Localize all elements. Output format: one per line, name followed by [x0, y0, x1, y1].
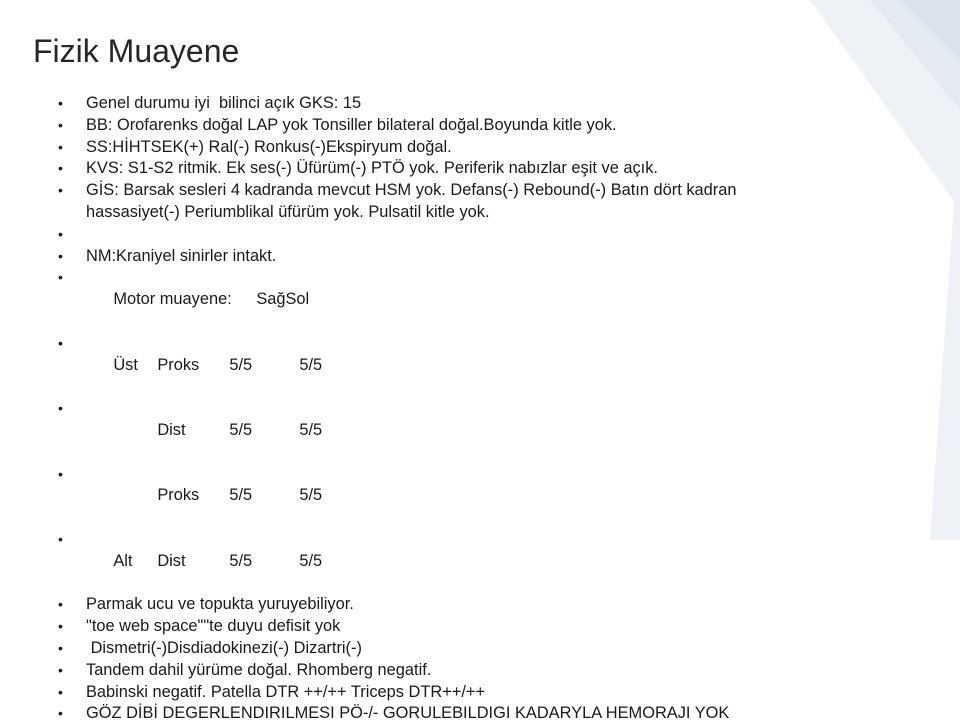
bullet-marker: •: [58, 596, 63, 613]
bullet-item-bb: [58, 115, 818, 137]
bullet-text: GİS: Barsak sesleri 4 kadranda mevcut HSM yok. Defans(-) Rebound(-) Batın dört kadran hassasiyet(-) Periumblikal üfürüm yok. Pulsatil kitle yok.: [86, 181, 741, 221]
motor-part: Proks: [157, 355, 200, 374]
bullet-text: Tandem dahil yürüme doğal. Rhomberg negatif.: [86, 660, 432, 679]
bullet-marker: •: [58, 160, 63, 177]
motor-limb: Alt: [113, 551, 133, 570]
motor-part: Dist: [157, 420, 186, 439]
bullet-marker: •: [58, 269, 63, 286]
motor-row: [58, 529, 818, 594]
bullet-text: Genel durumu iyi bilinci açık GKS: 15: [86, 94, 362, 112]
bullet-list: [58, 93, 818, 725]
bullet-text: "toe web space""te duyu defisit yok: [86, 617, 341, 636]
motor-label: Motor muayene:: [113, 290, 232, 309]
bullet-marker: •: [58, 639, 63, 656]
bullet-item-empty: [58, 224, 818, 246]
motor-right-value: 5/5: [229, 420, 253, 439]
motor-limb: Üst: [113, 355, 138, 374]
bullet-item-gis: [58, 180, 818, 224]
bullet-marker: •: [58, 400, 63, 417]
bullet-text: Dismetri(-)Disdiadokinezi(-) Dizartri(-): [86, 638, 362, 657]
bullet-marker: •: [58, 247, 63, 264]
bullet-marker: •: [58, 334, 63, 351]
motor-right-value: 5/5: [229, 355, 253, 374]
bullet-marker: •: [58, 138, 63, 155]
motor-row: [58, 398, 818, 463]
bullet-item-ss: [58, 137, 818, 159]
motor-right-value: 5/5: [229, 486, 253, 505]
bullet-item-fundus: [58, 703, 818, 725]
motor-part: Dist: [157, 551, 186, 570]
motor-right-value: 5/5: [229, 551, 253, 570]
motor-row: [58, 464, 818, 529]
bullet-text: GÖZ DİBİ DEGERLENDIRILMESI PÖ-/- GORULEBILDIGI KADARYLA HEMORAJI YOK: [86, 704, 730, 723]
bullet-item-reflexes: [58, 682, 818, 704]
bullet-text: SS:HİHTSEK(+) Ral(-) Ronkus(-)Ekspiryum doğal.: [86, 137, 452, 156]
bullet-marker: •: [58, 530, 63, 547]
slide-title: Fizik Muayene: [33, 33, 240, 69]
bullet-marker: •: [58, 182, 63, 199]
bullet-text: BB: Orofarenks doğal LAP yok Tonsiller bilateral doğal.Boyunda kitle yok.: [86, 115, 617, 134]
motor-right-header: Sağ: [256, 290, 286, 309]
bullet-marker: •: [58, 116, 63, 133]
bullet-item-toe-web: [58, 616, 818, 638]
bullet-marker: •: [58, 683, 63, 700]
bullet-text: KVS: S1-S2 ritmik. Ek ses(-) Üfürüm(-) PTÖ yok. Periferik nabızlar eşit ve açık.: [86, 159, 658, 178]
motor-left-value: 5/5: [299, 486, 323, 505]
motor-row: [58, 333, 818, 398]
bullet-item-general: [58, 93, 818, 115]
bullet-item-gait: [58, 594, 818, 616]
bullet-marker: •: [58, 465, 63, 482]
bullet-item-nm: [58, 246, 818, 268]
bullet-text: Parmak ucu ve topukta yuruyebiliyor.: [86, 595, 354, 614]
bullet-marker: •: [58, 705, 63, 722]
bullet-marker: •: [58, 661, 63, 678]
motor-left-header: Sol: [285, 290, 310, 309]
bullet-marker: •: [58, 95, 63, 111]
motor-left-value: 5/5: [299, 355, 323, 374]
motor-part: Proks: [157, 486, 200, 505]
bullet-item-kvs: [58, 158, 818, 180]
bullet-text: NM:Kraniyel sinirler intakt.: [86, 246, 277, 265]
bullet-item-tandem: [58, 660, 818, 682]
bullet-marker: •: [58, 618, 63, 635]
bullet-item-motor-header: [58, 267, 818, 332]
bullet-text: Babinski negatif. Patella DTR ++/++ Triceps DTR++/++: [86, 682, 486, 701]
bullet-marker: •: [58, 225, 63, 242]
bullet-item-dysmetria: [58, 638, 818, 660]
motor-left-value: 5/5: [299, 551, 323, 570]
motor-left-value: 5/5: [299, 420, 323, 439]
